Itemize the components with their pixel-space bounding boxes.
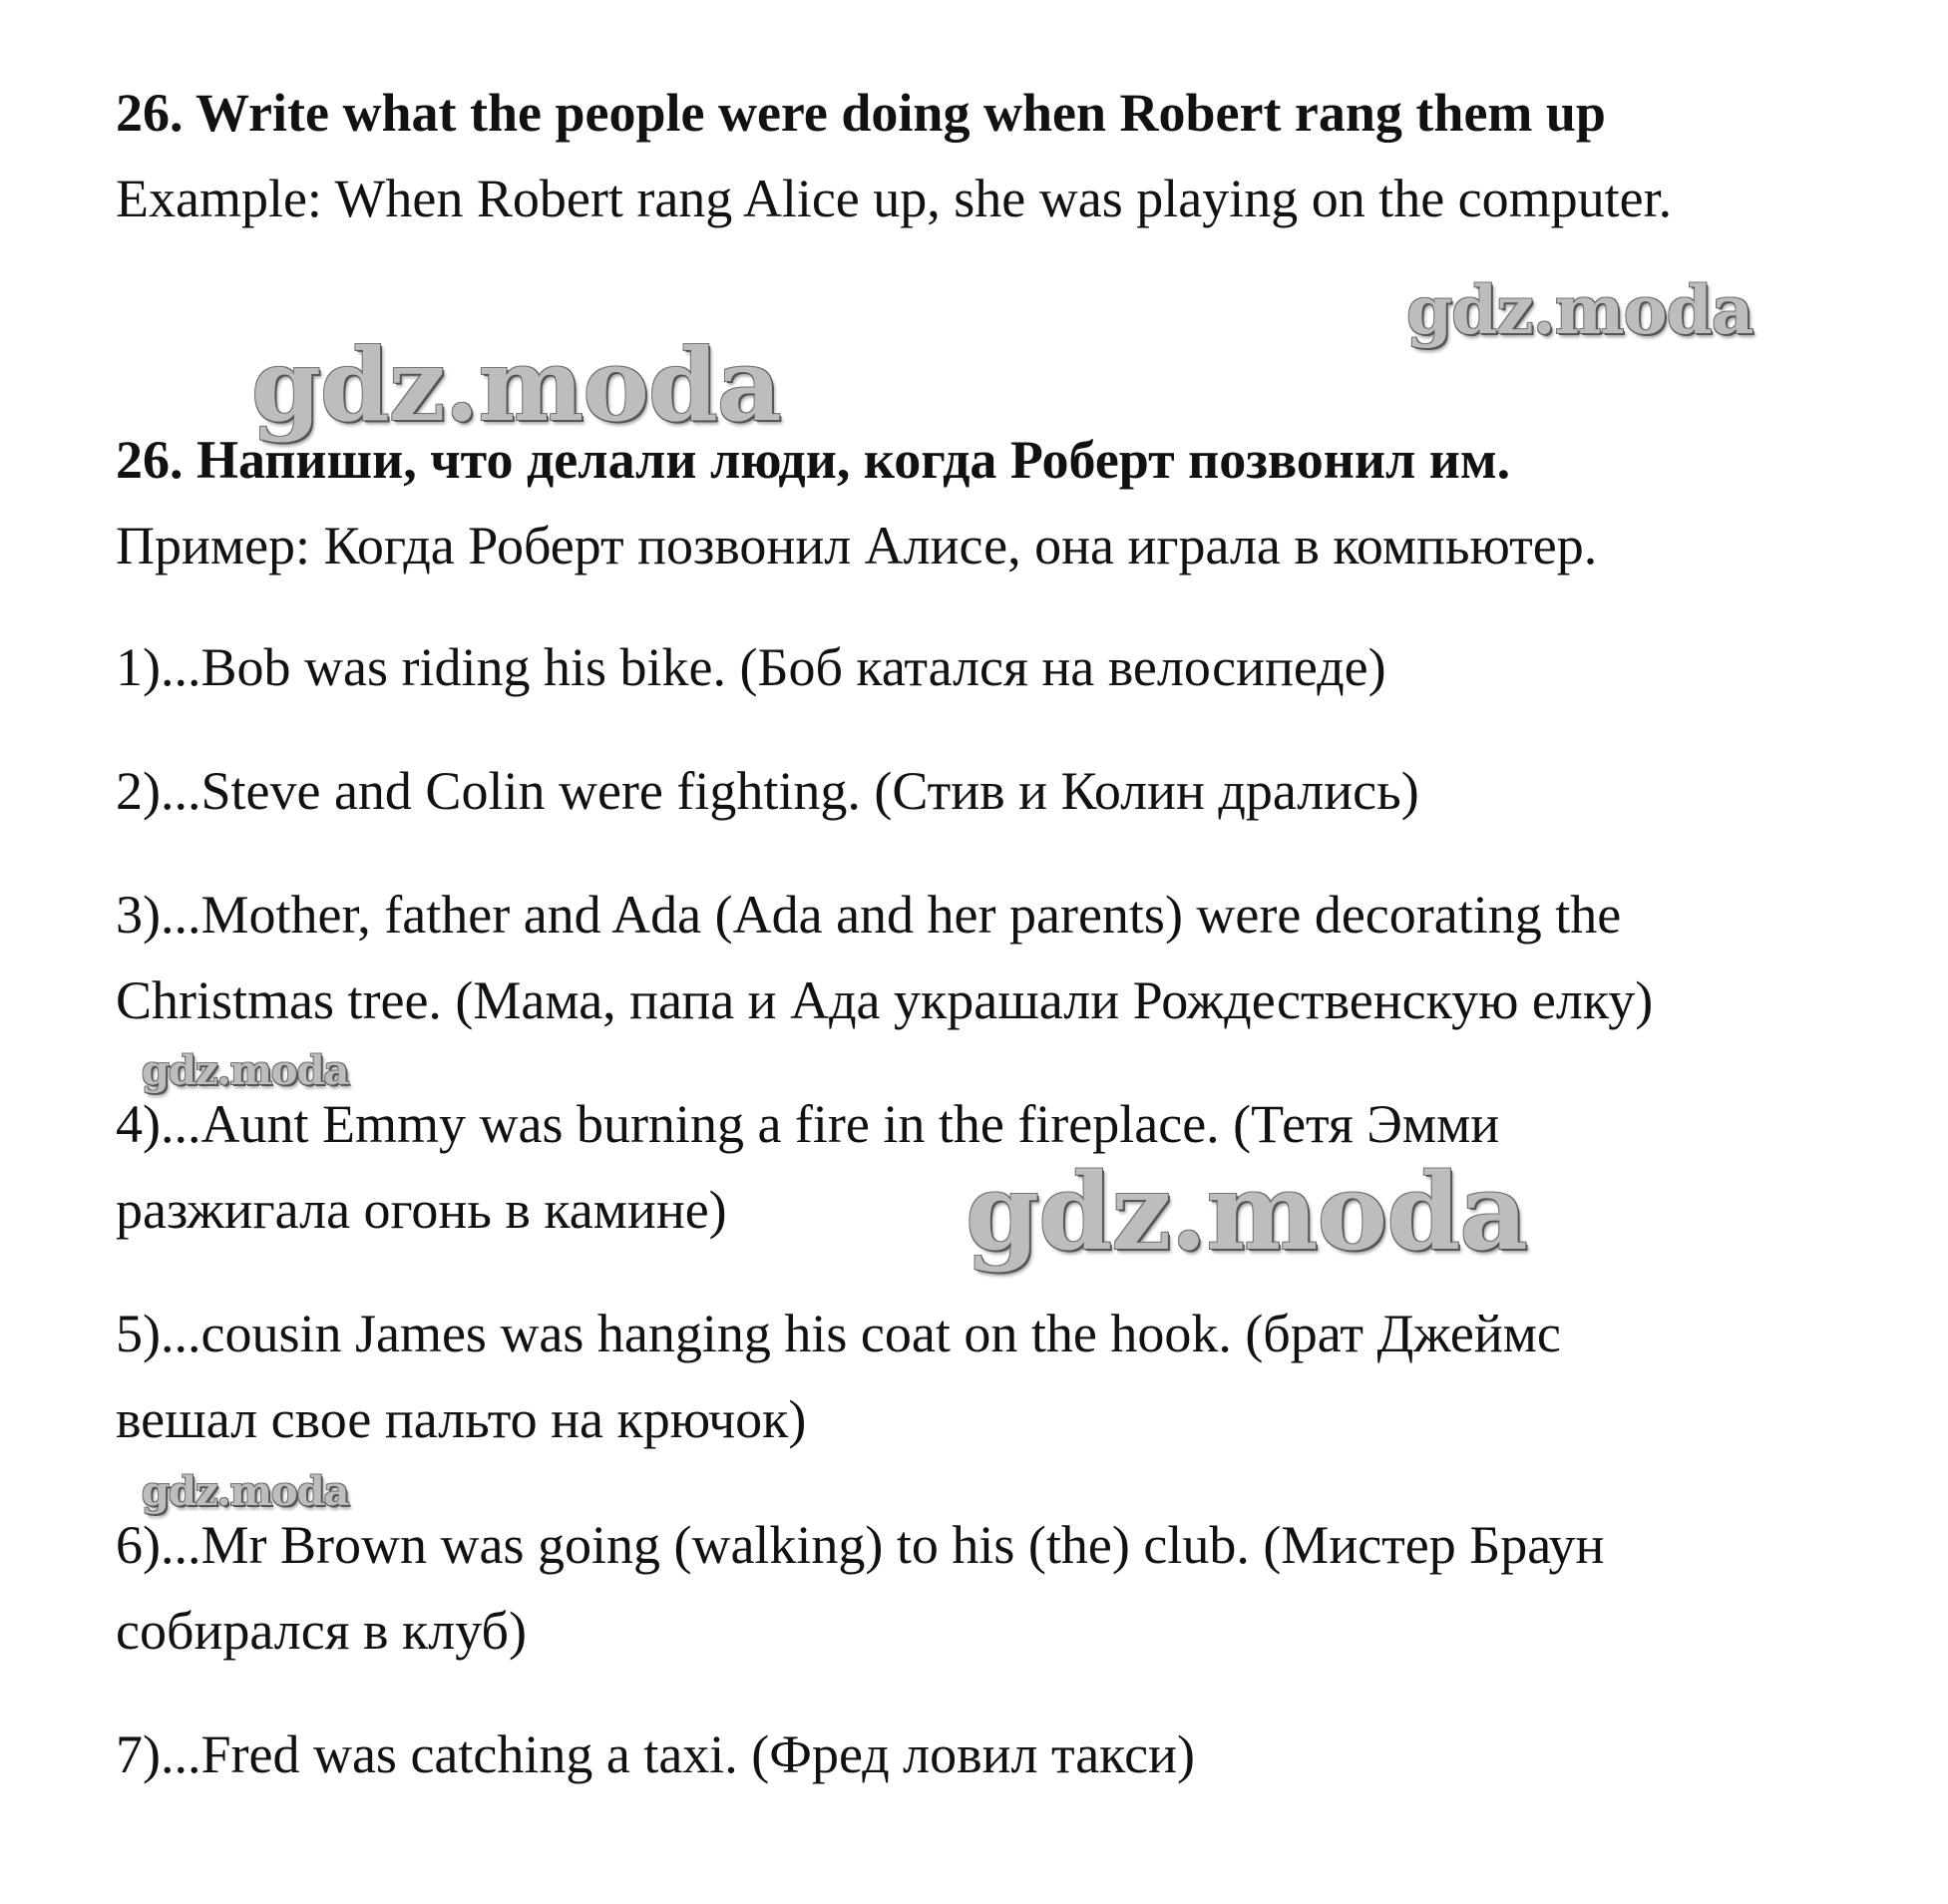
answer-2: 2)...Steve and Colin were fighting. (Стив и Колин дрались)	[116, 761, 1419, 821]
watermark-logo: gdz.moda	[142, 1047, 349, 1094]
english-heading: 26. Write what the people were doing when Robert rang them up	[116, 83, 1606, 143]
answer-3-line-1: 3)...Mother, father and Ada (Ada and her parents) were decorating the	[116, 885, 1622, 945]
russian-heading: 26. Напиши, что делали люди, когда Роберт позвонил им.	[116, 430, 1511, 490]
answer-4-line-1: 4)...Aunt Emmy was burning a fire in the fireplace. (Тетя Эмми	[116, 1094, 1500, 1154]
answer-6-line-2: собирался в клуб)	[116, 1601, 527, 1661]
answer-5-line-2: вешал свое пальто на крючок)	[116, 1389, 807, 1449]
watermark-logo: gdz.moda	[966, 1149, 1527, 1274]
watermark-logo: gdz.moda	[1406, 271, 1753, 349]
answer-6-line-1: 6)...Mr Brown was going (walking) to his (the) club. (Мистер Браун	[116, 1515, 1605, 1575]
watermark-logo: gdz.moda	[142, 1468, 349, 1515]
answer-5-line-1: 5)...cousin James was hanging his coat on the hook. (брат Джеймс	[116, 1304, 1561, 1363]
answer-4-line-2: разжигала огонь в камине)	[116, 1180, 727, 1240]
russian-example: Пример: Когда Роберт позвонил Алисе, она играла в компьютер.	[116, 516, 1598, 575]
answer-7: 7)...Fred was catching a taxi. (Фред ловил такси)	[116, 1724, 1195, 1784]
watermark-logo: gdz.moda	[251, 326, 781, 444]
answer-3-line-2: Christmas tree. (Мама, папа и Ада украшали Рождественскую елку)	[116, 970, 1654, 1030]
english-example: Example: When Robert rang Alice up, she was playing on the computer.	[116, 169, 1673, 228]
answer-1: 1)...Bob was riding his bike. (Боб катался на велосипеде)	[116, 637, 1386, 697]
